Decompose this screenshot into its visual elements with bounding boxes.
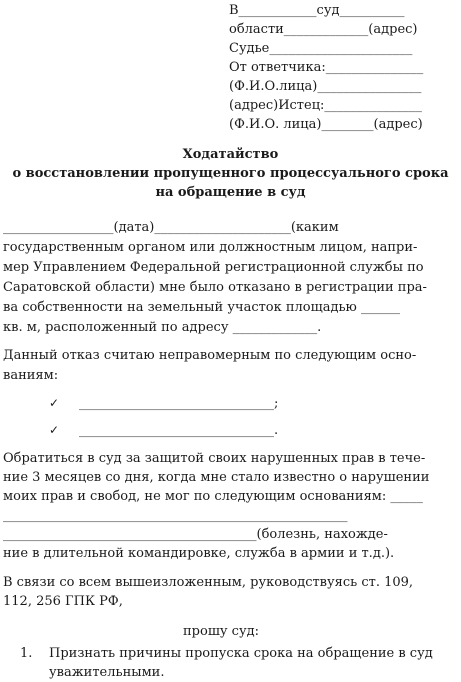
text-line: мер Управлением Федеральной регистрационной службы по [3, 260, 424, 275]
checkmark-icon: ✓ [49, 423, 60, 437]
text-line: ние в длительной командировке, служба в армии и т.д.). [3, 546, 395, 561]
title-line-3: на обращение в суд [155, 185, 306, 200]
text-line: государственным органом или должностным лицом, напри- [3, 240, 418, 255]
list-item-text: уважительными. [49, 665, 165, 680]
list-number: 1. [20, 646, 33, 661]
defendant-name-line: (Ф.И.О.лица)________________ [229, 79, 422, 94]
request-heading: прошу суд: [183, 624, 259, 639]
text-line: 112, 256 ГПК РФ, [3, 594, 123, 609]
defendant-line: От ответчика:_______________ [229, 60, 424, 75]
court-line: В____________суд__________ [229, 3, 405, 18]
plaintiff-line: (адрес)Истец:_______________ [229, 98, 422, 113]
text-line: В связи со всем вышеизложенным, руководствуясь ст. 109, [3, 575, 414, 590]
checkmark-icon: ✓ [49, 396, 60, 410]
judge-line: Судье______________________ [229, 41, 413, 56]
text-line: ваниям: [3, 368, 59, 383]
region-line: области_____________(адрес) [229, 22, 418, 37]
text-line: Данный отказ считаю неправомерным по следующим осно- [3, 348, 417, 363]
title-line-1: Ходатайство [182, 147, 279, 162]
ground-item-2: ______________________________. [79, 423, 279, 438]
text-line: Саратовской области) мне было отказано в регистрации пра- [3, 280, 427, 295]
text-line: моих прав и свобод, не мог по следующим основаниям: _____ [3, 489, 423, 504]
text-line: кв. м, расположенный по адресу _____________. [3, 320, 322, 335]
text-line: ние 3 месяцев со дня, когда мне стало известно о нарушении [3, 470, 430, 485]
text-line: _______________________________________(болезнь, нахожде- [3, 527, 388, 542]
plaintiff-name-line: (Ф.И.О. лица)________(адрес) [229, 117, 423, 132]
text-line: ва собственности на земельный участок площадью ______ [3, 300, 400, 315]
text-line: _____________________________________________________ [3, 508, 348, 523]
list-item-text: Признать причины пропуска срока на обращение в суд [49, 646, 433, 661]
text-line: _________________(дата)_____________________(каким [3, 220, 339, 235]
text-line: Обратиться в суд за защитой своих нарушенных прав в тече- [3, 451, 426, 466]
ground-item-1: ______________________________; [79, 396, 279, 411]
title-line-2: о восстановлении пропущенного процессуального срока [12, 166, 449, 181]
